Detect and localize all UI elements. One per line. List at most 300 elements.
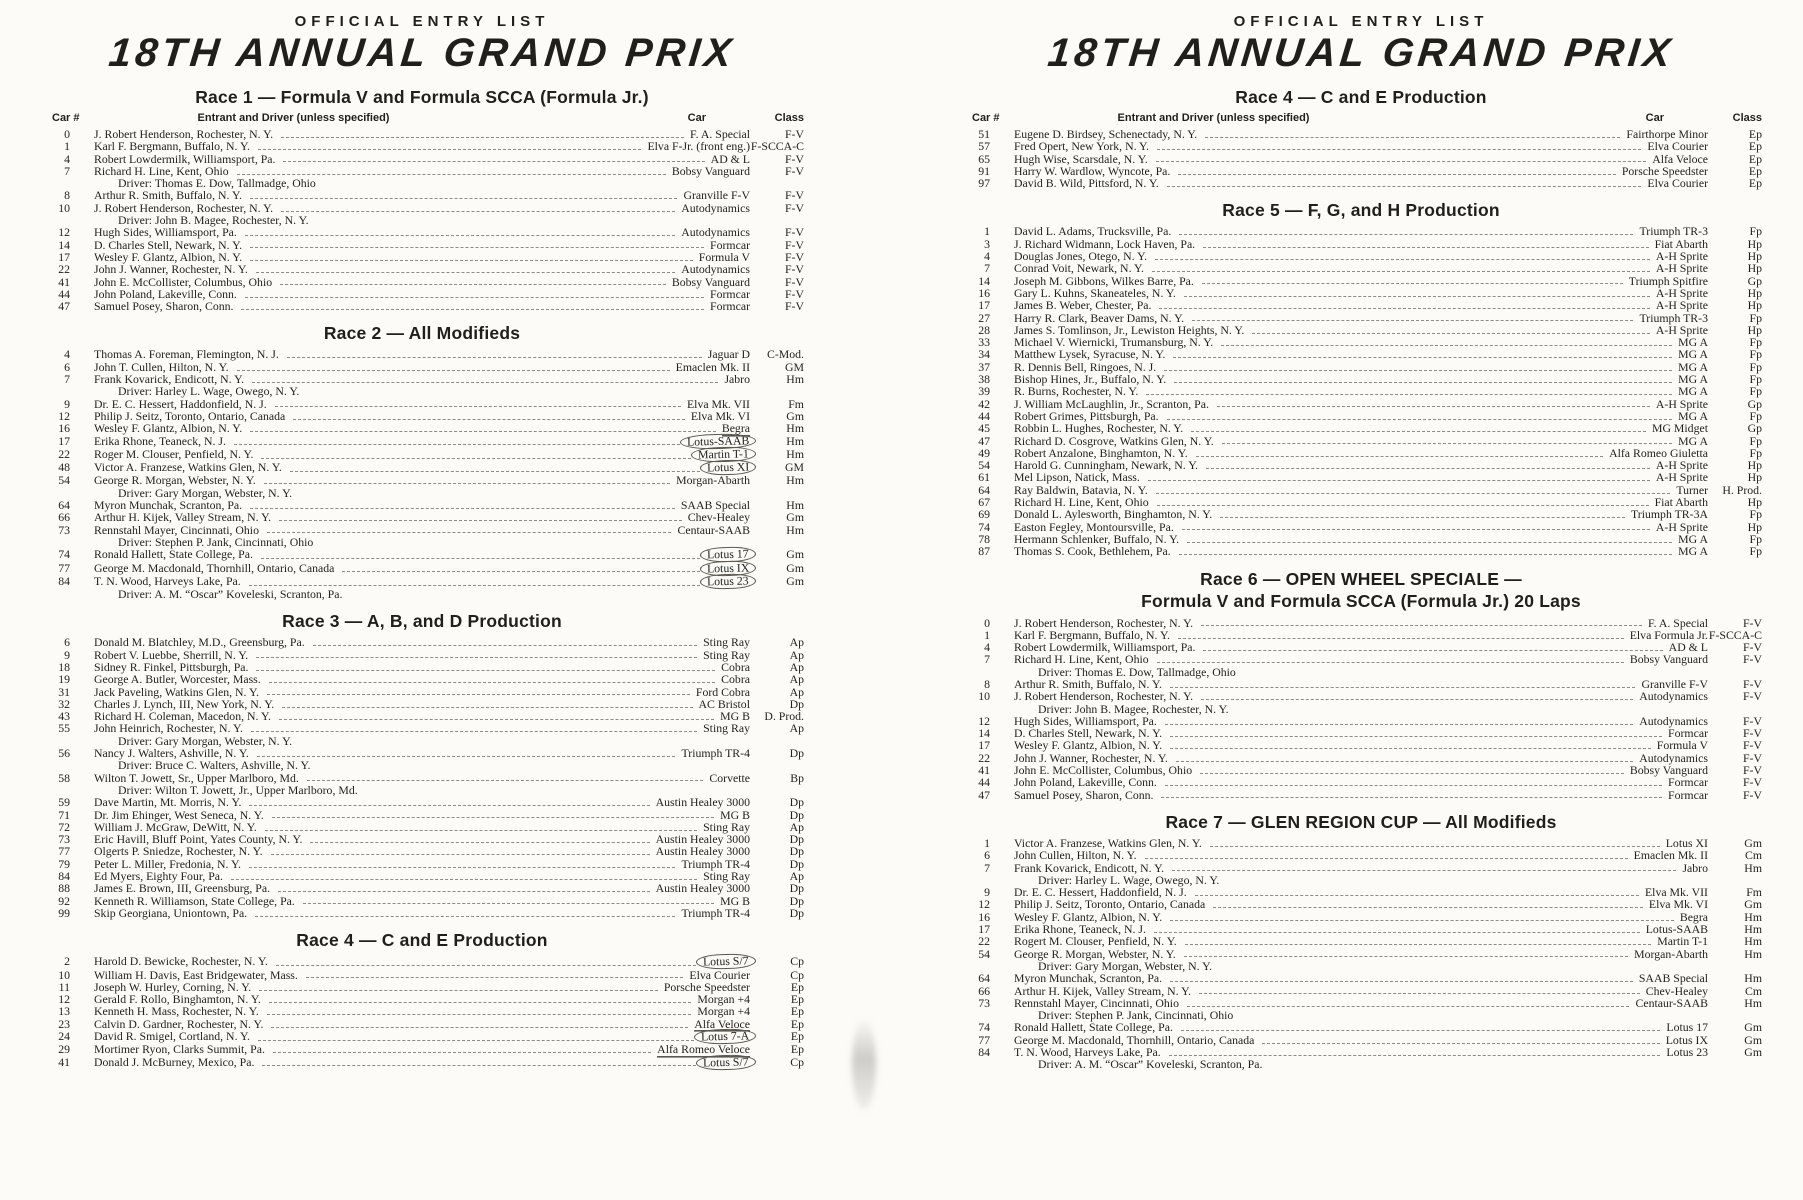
entrant-name: Hugh Wise, Scarsdale, N. Y. [1014,151,1148,166]
entrant-name: Thomas A. Foreman, Flemington, N. J. [94,347,279,362]
car-name: Chev-Healey [1645,983,1708,998]
column-header-class: Class [1732,112,1762,124]
entrant-name: John J. Wanner, Rochester, N. Y. [1014,750,1168,765]
entry-row [960,471,1762,483]
leader-dots [1164,370,1672,371]
driver-line: Driver: Thomas E. Dow, Tallmadge, Ohio [1038,664,1236,679]
leader-dots [255,916,675,917]
class-label: Cm [1744,983,1762,998]
entrant-name: Jack Paveling, Watkins Glen, N. Y. [94,684,259,699]
leader-dots [279,719,714,720]
scan-smudge [852,1018,876,1110]
leader-dots [1157,505,1649,506]
leader-dots [1146,394,1672,395]
class-label: Hp [1747,519,1762,534]
car-number: 16 [58,421,70,436]
car-name: Morgan +4 [697,1004,750,1019]
leader-dots [1178,638,1624,639]
car-name: Granville F-V [1641,676,1708,691]
car-name: Bobsy Vanguard [1629,652,1708,667]
entrant-name: Myron Munchak, Scranton, Pa. [94,498,243,513]
entrant-name: Robert Anzalone, Binghamton, N. Y. [1014,445,1188,460]
entry-row [40,263,804,275]
car-number: 12 [978,713,990,728]
car-number: 66 [58,510,70,525]
race-section [40,930,804,1069]
class-label: Hp [1747,495,1762,510]
car-number: 4 [984,640,990,655]
car-name: Lotus IX [1665,1032,1708,1047]
car-name: Formcar [1668,775,1708,790]
car-number: 22 [58,262,70,277]
car-number: 73 [58,832,70,847]
car-name: Formcar [710,237,750,252]
class-label: F-V [1742,738,1762,753]
entrant-name: John J. Wanner, Rochester, N. Y. [94,262,248,277]
car-name: MG A [1678,347,1708,362]
car-name: Morgan-Abarth [1634,946,1708,961]
leader-dots [1170,920,1674,921]
leader-dots [245,235,675,236]
car-name: A-H Sprite [1655,322,1708,337]
entry-row [40,907,804,919]
car-number: 17 [978,298,990,313]
car-number: 77 [58,844,70,859]
class-label: C-Mod. [766,347,804,362]
entrant-name: Erika Rhone, Teaneck, N. J. [94,433,226,448]
leader-dots [1170,981,1633,982]
car-name: Elva F-Jr. (front eng.) [647,139,750,154]
driver-line: Driver: John B. Magee, Rochester, N. Y. [1038,701,1229,716]
entrant-name: Robert V. Luebbe, Sherrill, N. Y. [94,647,249,662]
car-name: MG A [1678,372,1708,387]
car-name: MG A [1678,408,1708,423]
car-number: 71 [58,807,70,822]
car-number: 17 [58,433,70,448]
class-label: F-V [784,151,804,166]
leader-dots [1252,333,1650,334]
car-number: 12 [58,992,70,1007]
entry-row [40,1056,804,1069]
entry-row [960,422,1762,434]
class-label: F-V [1742,652,1762,667]
entrant-name: Ronald Hallett, State College, Pa. [1014,1020,1173,1035]
column-header-entrant: Entrant and Driver (unless specified) [1117,112,1310,124]
leader-dots [267,1014,692,1015]
class-label: Fp [1749,384,1762,399]
car-name: Jabro [1682,860,1708,875]
car-name: Begra [721,421,750,436]
car-name: A-H Sprite [1655,249,1708,264]
car-number: 29 [58,1042,70,1057]
car-name: Triumph TR-3 [1639,310,1708,325]
car-name: Lotus-SAAB [1645,922,1708,937]
entry-row [40,276,804,288]
entry-row [40,422,804,434]
entrant-name: Richard H. Coleman, Macedon, N. Y. [94,709,271,724]
leader-dots [281,137,684,138]
entrant-name: Dave Martin, Mt. Morris, N. Y. [94,795,242,810]
leader-dots [1191,431,1646,432]
leader-dots [1167,186,1642,187]
car-number: 0 [984,615,990,630]
entry-row [960,299,1762,311]
car-number: 6 [984,848,990,863]
leader-dots [1187,542,1672,543]
car-name: Ford Cobra [695,684,750,699]
car-name: Granville F-V [683,188,750,203]
class-label: GM [784,460,804,475]
entrant-name: Olgerts P. Sniedze, Rochester, N. Y. [94,844,263,859]
leader-dots [267,532,672,533]
entrant-name: George A. Butler, Worcester, Mass. [94,672,261,687]
car-number: 27 [978,310,990,325]
entry-row [960,776,1762,788]
entry-row [40,548,804,561]
leader-dots [257,756,676,757]
leader-dots [1173,357,1672,358]
car-number: 84 [978,1045,990,1059]
car-name: MG A [1678,531,1708,546]
race-heading: Race 3 — A, B, and D Production [282,611,562,632]
page-right [960,0,1762,1071]
class-label: Fp [1749,544,1762,559]
column-header-entrant: Entrant and Driver (unless specified) [197,112,390,124]
entrant-name: James B. Weber, Chester, Pa. [1014,298,1152,313]
entrant-name: Samuel Posey, Sharon, Conn. [1014,787,1154,802]
car-name: Jabro [724,372,750,387]
driver-line: Driver: Harley L. Wage, Owego, N. Y. [118,384,300,399]
leader-dots [1156,493,1671,494]
entrant-name: Ed Myers, Eighty Four, Pa. [94,869,223,884]
entrant-name: Rennstahl Mayer, Cincinnati, Ohio [94,522,259,537]
class-label: F-V [1742,726,1762,741]
class-label: Hm [786,522,804,537]
car-number: 2 [64,954,70,969]
leader-dots [250,198,678,199]
entrant-name: James E. Brown, III, Greensburg, Pa. [94,881,271,896]
leader-dots [237,174,666,175]
car-number: 47 [978,787,990,802]
driver-line: Driver: A. M. “Oscar” Koveleski, Scranton, Pa. [1038,1057,1263,1072]
car-number: 77 [58,560,70,575]
car-name: A-H Sprite [1655,261,1708,276]
race-section [960,87,1762,189]
car-number: 22 [978,934,990,949]
entrant-name: James S. Tomlinson, Jr., Lewiston Heights, N. Y. [1014,322,1245,337]
car-number: 24 [58,1029,70,1043]
car-number: 92 [58,893,70,908]
car-name: Lotus XI [1665,835,1708,850]
car-name: MG B [720,893,750,908]
car-number: 14 [978,726,990,741]
car-number: 87 [978,544,990,559]
entry-row [40,140,804,152]
car-number: 38 [978,372,990,387]
class-label: F-V [1742,689,1762,704]
class-label: Hm [786,473,804,488]
entrant-name: J. Robert Henderson, Rochester, N. Y. [1014,689,1194,704]
class-label: Fm [1746,885,1762,900]
entrant-name: Roger M. Clouser, Penfield, N. Y. [94,446,254,461]
car-number: 44 [978,775,990,790]
car-number: 47 [978,433,990,448]
car-number: 64 [978,971,990,986]
leader-dots [234,444,680,445]
leader-dots [1159,308,1649,309]
class-label: Gp [1747,396,1762,411]
class-label: Cp [790,954,804,969]
car-number: 41 [58,274,70,289]
class-label: F-SCCA-C [1708,627,1762,642]
car-name: F. A. Special [1647,615,1708,630]
entry-row [40,461,804,474]
class-label: Ap [789,659,804,674]
leader-dots [290,471,700,472]
leader-dots [1156,161,1647,162]
entrant-name: Fred Opert, New York, N. Y. [1014,139,1150,154]
entrant-name: Douglas Jones, Otego, N. Y. [1014,249,1148,264]
car-name: Alfa Veloce [1652,151,1708,166]
leader-dots [1181,1030,1660,1031]
leader-dots [282,707,692,708]
entrant-name: Rogert M. Clouser, Penfield, N. Y. [1014,934,1177,949]
driver-line: Driver: Bruce C. Walters, Ashville, N. Y. [118,758,311,773]
leader-dots [1178,174,1615,175]
class-label: Fp [1749,445,1762,460]
car-name: Jaguar D [707,347,750,362]
car-name: Elva Mk. VI [1648,897,1708,912]
class-label: Dp [789,807,804,822]
entrant-name: T. N. Wood, Harveys Lake, Pa. [94,573,241,588]
car-name: Formula V [698,249,750,264]
car-number: 17 [978,922,990,937]
leader-dots [1195,895,1639,896]
entrant-name: Calvin D. Gardner, Rochester, N. Y. [94,1016,264,1031]
car-number: 9 [984,885,990,900]
class-label: F-V [1742,615,1762,630]
leader-dots [1165,785,1662,786]
class-label: Hp [1747,298,1762,313]
car-number: 54 [58,473,70,488]
class-label: Ep [1748,176,1762,191]
car-name: Triumph TR-4 [681,905,750,920]
car-number: 0 [64,127,70,141]
leader-dots [1200,773,1624,774]
car-name: Porsche Speedster [1621,163,1708,178]
car-name: Formcar [1668,787,1708,802]
leader-dots [342,571,699,572]
class-label: Gp [1747,421,1762,436]
race-section [40,611,804,919]
column-header-class: Class [774,112,804,124]
column-header-car-number: Car # [52,112,80,124]
class-label: Fp [1749,372,1762,387]
entrant-name: Dr. E. C. Hessert, Haddonfield, N. J. [94,396,267,411]
entrant-name: Karl F. Bergmann, Buffalo, N. Y. [1014,627,1170,642]
car-number: 22 [978,750,990,765]
car-number: 6 [64,359,70,374]
entry-row [960,985,1762,997]
entrant-name: Dr. Jim Ehinger, West Seneca, N. Y. [94,807,264,822]
car-number: 32 [58,696,70,711]
car-name: Formcar [710,299,750,314]
car-name: Sting Ray [703,647,750,662]
entrant-name: George R. Morgan, Webster, N. Y. [94,473,256,488]
leader-dots [1169,1055,1661,1056]
class-label: Ep [1748,163,1762,178]
car-name: Lotus 17 [1666,1020,1708,1035]
car-name: Autodynamics [681,262,750,277]
driver-line: Driver: Gary Morgan, Webster, N. Y. [118,485,293,500]
class-label: Ep [790,992,804,1007]
entrant-name: Bishop Hines, Jr., Buffalo, N. Y. [1014,372,1167,387]
entrant-name: Conrad Voit, Newark, N. Y. [1014,261,1144,276]
car-number: 48 [58,460,70,475]
entrant-name: Ronald Hallett, State College, Pa. [94,547,253,562]
entry-row [960,177,1762,189]
car-number: 22 [58,446,70,461]
car-name: Austin Healey 3000 [655,795,750,810]
leader-dots [1176,761,1633,762]
car-name: Centaur-SAAB [1635,995,1708,1010]
car-number: 8 [984,676,990,691]
car-name: Lotus 17 [700,547,756,563]
class-label: Gm [786,510,804,525]
car-number: 16 [978,909,990,924]
leader-dots [1161,797,1662,798]
class-label: F-V [1742,763,1762,778]
class-label: Gm [1744,1045,1762,1059]
car-name: AD & L [1668,640,1708,655]
car-number: 7 [984,652,990,667]
leader-dots [1157,662,1624,663]
entrant-name: R. Dennis Bell, Ringoes, N. J. [1014,359,1157,374]
leader-dots [1203,650,1662,651]
class-label: Hp [1747,249,1762,264]
leader-dots [250,247,704,248]
leader-dots [267,694,690,695]
class-label: Dp [789,832,804,847]
entrant-name: Harry R. Clark, Beaver Dams, N. Y. [1014,310,1185,325]
car-number: 66 [978,983,990,998]
car-name: Alfa Romeo Veloce [657,1042,750,1057]
leader-dots [278,891,650,892]
class-label: F-V [784,237,804,252]
car-name: Autodynamics [1639,713,1708,728]
entrant-name: T. N. Wood, Harveys Lake, Pa. [1014,1045,1161,1059]
car-name: Austin Healey 3000 [655,881,750,896]
entrant-name: Victor A. Franzese, Watkins Glen, N. Y. [1014,835,1202,850]
entrant-name: Richard H. Line, Kent, Ohio [94,163,229,178]
class-label: F-V [784,200,804,215]
entrant-name: Wilton T. Jowett, Sr., Upper Marlboro, Md. [94,770,299,785]
entry-list-eyebrow: OFFICIAL ENTRY LIST [294,13,550,30]
page-left [40,0,804,1069]
leader-dots [1170,736,1662,737]
car-name: Lotus S/7 [696,954,756,971]
entrant-name: Donald L. Aylesworth, Binghamton, N. Y. [1014,507,1213,522]
entry-row [960,312,1762,324]
leader-dots [276,965,697,966]
class-label: F-V [784,225,804,240]
leader-dots [272,817,714,818]
car-number: 73 [978,995,990,1010]
car-number: 6 [64,635,70,650]
race-section [960,812,1762,1071]
leader-dots [237,370,670,371]
entrant-name: Richard H. Line, Kent, Ohio [1014,652,1149,667]
leader-dots [1199,993,1640,994]
entry-list-eyebrow: OFFICIAL ENTRY LIST [1233,13,1489,30]
entrant-name: Hermann Schlenker, Buffalo, N. Y. [1014,531,1180,546]
class-label: GM [784,359,804,374]
leader-dots [1210,846,1660,847]
class-label: Dp [789,844,804,859]
class-label: F-V [1742,713,1762,728]
car-name: Triumph TR-4 [681,746,750,761]
column-header-car: Car [687,112,706,124]
car-name: Cobra [721,672,750,687]
entry-row [40,432,804,449]
car-number: 23 [58,1016,70,1031]
car-number: 54 [978,458,990,473]
car-number: 57 [978,139,990,154]
car-number: 59 [58,795,70,810]
car-number: 10 [978,689,990,704]
entry-row [960,385,1762,397]
car-name: Martin T-1 [691,446,756,463]
car-name: SAAB Special [1638,971,1708,986]
entrant-name: John Poland, Lakeville, Conn. [1014,775,1157,790]
car-name: Cobra [721,659,750,674]
class-label: Hm [786,433,804,448]
column-header-car-number: Car # [972,112,1000,124]
class-label: F-V [784,274,804,289]
race-heading: Race 6 — OPEN WHEEL SPECIALE — [1200,568,1522,589]
entry-row [40,673,804,685]
entrant-name: Easton Fegley, Montoursville, Pa. [1014,519,1174,534]
leader-dots [1206,468,1650,469]
car-name: AC Bristol [698,696,750,711]
class-label: Ep [1748,139,1762,154]
class-label: F-V [784,249,804,264]
entrant-name: Thomas S. Cook, Bethlehem, Pa. [1014,544,1171,559]
car-number: 9 [64,647,70,662]
entrant-name: Mortimer Ryon, Clarks Summit, Pa. [94,1042,265,1057]
class-label: Hm [1744,922,1762,937]
class-label: Ap [789,684,804,699]
entrant-name: Dr. E. C. Hessert, Haddonfield, N. J. [1014,885,1187,900]
leader-dots [1155,259,1650,260]
car-name: Lotus-SAAB [680,433,757,450]
car-name: Chev-Healey [687,510,750,525]
class-label: F-V [1742,640,1762,655]
leader-dots [1221,345,1672,346]
car-name: Alfa Romeo Giuletta [1609,445,1708,460]
entrant-name: Kenneth H. Mass, Rochester, N. Y. [94,1004,259,1019]
car-name: Bobsy Vanguard [671,274,750,289]
entrant-name: Matthew Lysek, Syracuse, N. Y. [1014,347,1166,362]
leader-dots [1201,699,1633,700]
car-number: 14 [58,237,70,252]
entry-row [960,739,1762,751]
car-number: 7 [984,261,990,276]
car-name: Alfa Veloce [694,1016,750,1031]
leader-dots [1192,320,1633,321]
car-number: 28 [978,322,990,337]
entry-row [40,562,804,575]
